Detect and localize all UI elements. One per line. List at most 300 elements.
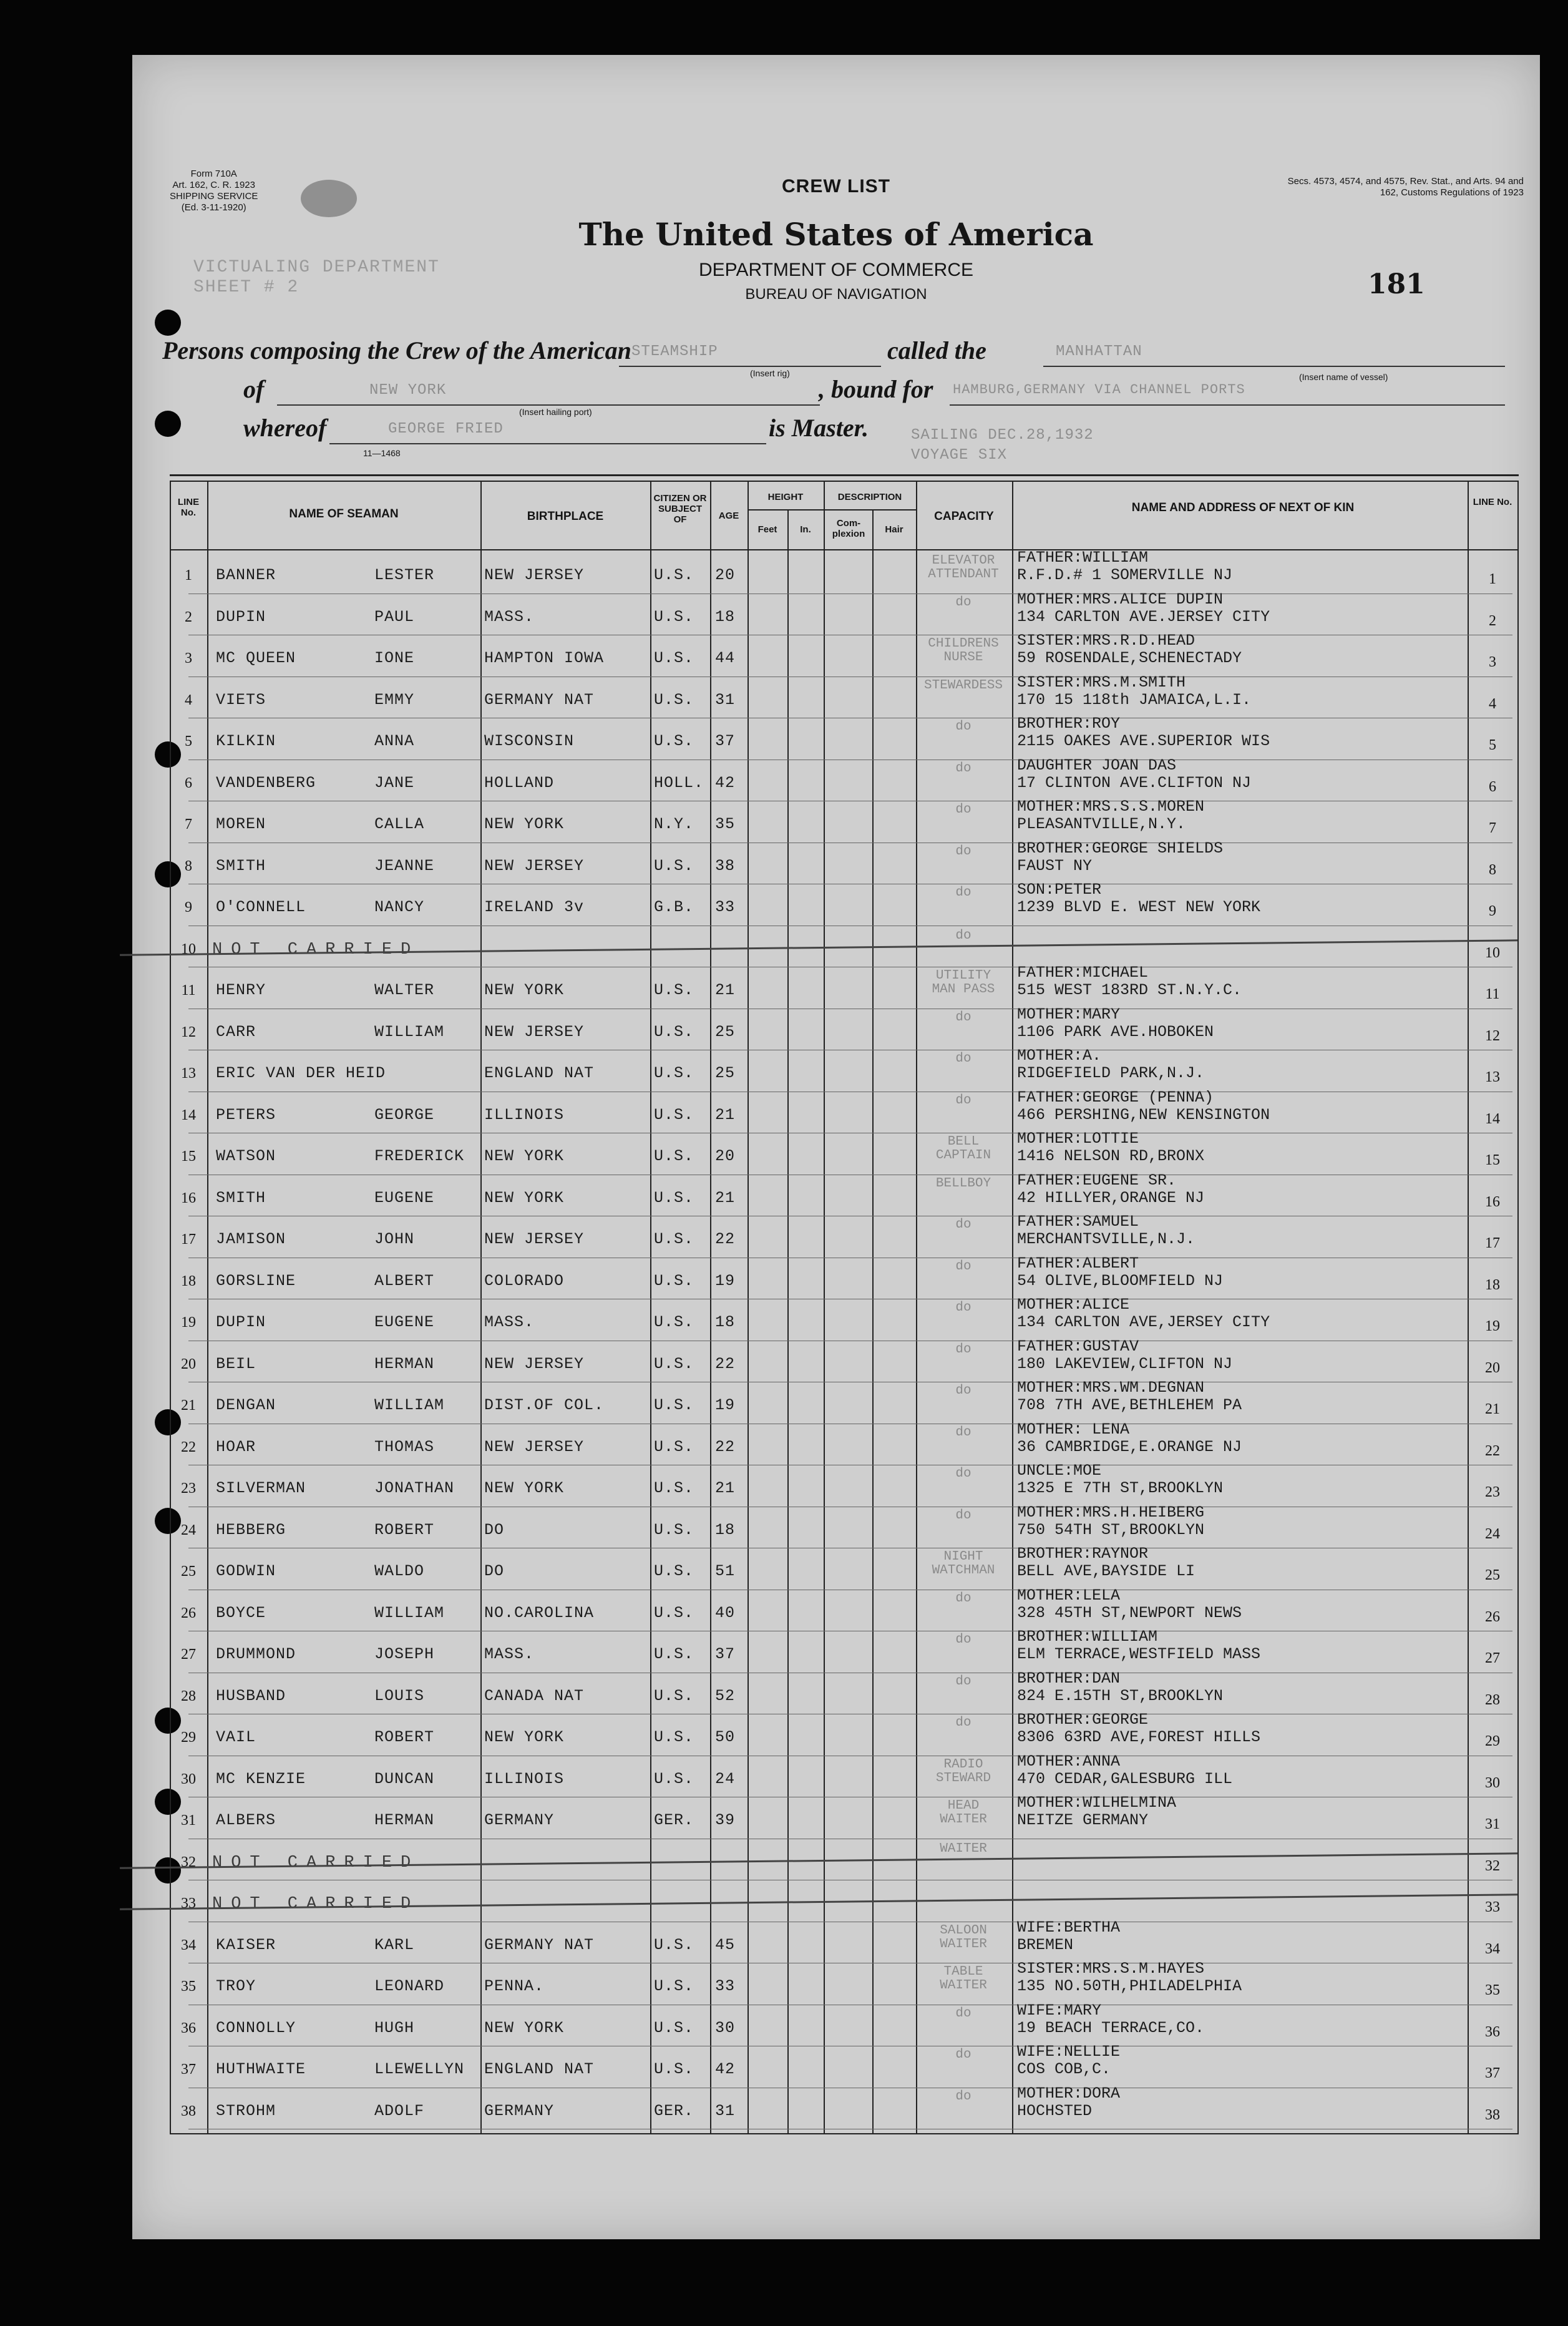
capacity-entry: do: [955, 1010, 971, 1025]
master-value: GEORGE FRIED: [388, 421, 504, 437]
seaman-surname: STROHM: [216, 2101, 276, 2120]
seaman-given-name: JONATHAN: [374, 1479, 455, 1497]
next-of-kin-name: FATHER:EUGENE SR.: [1017, 1171, 1177, 1190]
citizen-entry: U.S.: [654, 1354, 694, 1373]
age-entry: 42: [715, 2060, 736, 2078]
capacity-entry: do: [955, 886, 971, 900]
next-of-kin-address: 180 LAKEVIEW,CLIFTON NJ: [1017, 1354, 1233, 1373]
birthplace-entry: PENNA.: [484, 1977, 545, 1995]
punch-hole: [155, 310, 181, 336]
capacity-entry: RADIO: [943, 1757, 983, 1772]
birthplace-entry: NEW YORK: [484, 981, 565, 999]
age-entry: 31: [715, 2101, 736, 2120]
citizen-entry: U.S.: [654, 1562, 694, 1580]
col-line: [1517, 481, 1519, 2133]
capacity-entry: NIGHT: [943, 1550, 983, 1564]
next-of-kin-address: 515 WEST 183RD ST.N.Y.C.: [1017, 981, 1242, 999]
header-description: DESCRIPTION: [837, 492, 902, 502]
line-number-left: 24: [181, 1522, 196, 1538]
capacity-entry: do: [955, 1716, 971, 1730]
line-number-right: 38: [1485, 2106, 1500, 2123]
line-number-left: 4: [185, 691, 192, 708]
next-of-kin-address: BELL AVE,BAYSIDE LI: [1017, 1562, 1195, 1580]
capacity-entry: do: [955, 595, 971, 610]
seaman-given-name: WALTER: [374, 981, 435, 999]
citizen-entry: U.S.: [654, 981, 694, 999]
citizen-entry: U.S.: [654, 1686, 694, 1705]
capacity-entry: WAITER: [940, 1841, 987, 1856]
seaman-given-name: EUGENE: [374, 1313, 435, 1331]
age-entry: 18: [715, 1313, 736, 1331]
stamp-line-2: SHEET # 2: [193, 278, 299, 297]
destination-underline: [950, 404, 1505, 406]
line-number-right: 5: [1489, 737, 1496, 753]
age-entry: 25: [715, 1022, 736, 1041]
next-of-kin-address: COS COB,C.: [1017, 2060, 1111, 2078]
next-of-kin-address: 1106 PARK AVE.HOBOKEN: [1017, 1022, 1214, 1041]
line-number-left: 28: [181, 1688, 196, 1704]
age-entry: 22: [715, 1230, 736, 1248]
age-entry: 22: [715, 1354, 736, 1373]
rig-hint: (Insert rig): [750, 368, 790, 378]
citizen-entry: U.S.: [654, 732, 694, 750]
rig-value: STEAMSHIP: [631, 343, 718, 360]
capacity-entry: do: [955, 1425, 971, 1440]
next-of-kin-name: BROTHER:RAYNOR: [1017, 1545, 1149, 1563]
next-of-kin-name: BROTHER:DAN: [1017, 1669, 1121, 1688]
header-age: AGE: [718, 511, 739, 521]
birthplace-entry: NEW JERSEY: [484, 1437, 585, 1456]
capacity-entry: do: [955, 1093, 971, 1108]
seaman-given-name: NANCY: [374, 898, 425, 916]
age-entry: 35: [715, 815, 736, 833]
not-carried-entry: NOT CARRIED: [212, 940, 420, 959]
line-number-left: 17: [181, 1231, 196, 1248]
capacity-entry: do: [955, 2048, 971, 2062]
line-number-right: 24: [1485, 1525, 1500, 1542]
line-number-right: 10: [1485, 944, 1500, 961]
next-of-kin-name: MOTHER:LOTTIE: [1017, 1130, 1139, 1148]
capacity-entry: CHILDRENS: [928, 637, 999, 651]
line-number-right: 30: [1485, 1774, 1500, 1791]
line-number-right: 35: [1485, 1982, 1500, 1998]
capacity-entry: do: [955, 1052, 971, 1066]
age-entry: 21: [715, 1479, 736, 1497]
age-entry: 21: [715, 1105, 736, 1124]
capacity-entry: do: [955, 1384, 971, 1398]
age-entry: 20: [715, 566, 736, 584]
birthplace-entry: NEW YORK: [484, 1479, 565, 1497]
seaman-given-name: ALBERT: [374, 1271, 435, 1290]
seaman-given-name: ANNA: [374, 732, 415, 750]
line-number-left: 16: [181, 1190, 196, 1206]
seaman-surname: HUTHWAITE: [216, 2060, 306, 2078]
line-number-right: 11: [1485, 986, 1500, 1002]
next-of-kin-name: SISTER:MRS.S.M.HAYES: [1017, 1960, 1205, 1978]
line-number-right: 12: [1485, 1027, 1500, 1044]
form-title: CREW LIST: [782, 176, 890, 197]
citizen-entry: U.S.: [654, 1769, 694, 1788]
col-line: [872, 509, 874, 2133]
col-line: [1468, 481, 1469, 2133]
header-capacity: CAPACITY: [934, 510, 994, 523]
age-entry: 33: [715, 1977, 736, 1995]
line-number-left: 25: [181, 1563, 196, 1580]
age-entry: 37: [715, 1645, 736, 1663]
table-top-rule-2: [170, 481, 1519, 482]
next-of-kin-name: FATHER:GEORGE (PENNA): [1017, 1088, 1214, 1107]
seaman-given-name: FREDERICK: [374, 1147, 465, 1165]
header-complexion: Com-plexion: [832, 518, 865, 539]
capacity-entry: do: [955, 1591, 971, 1606]
next-of-kin-address: HOCHSTED: [1017, 2101, 1093, 2120]
seaman-surname: WATSON: [216, 1147, 276, 1165]
seaman-surname: GODWIN: [216, 1562, 276, 1580]
col-line: [480, 481, 482, 2133]
description-sub-rule: [824, 509, 916, 511]
next-of-kin-address: 1239 BLVD E. WEST NEW YORK: [1017, 898, 1261, 916]
line-number-right: 37: [1485, 2065, 1500, 2081]
citizen-entry: U.S.: [654, 1728, 694, 1746]
line-number-right: 31: [1485, 1816, 1500, 1832]
line-number-right: 27: [1485, 1650, 1500, 1666]
line-number-right: 29: [1485, 1733, 1500, 1749]
destination-value: HAMBURG,GERMANY VIA CHANNEL PORTS: [953, 382, 1245, 398]
age-entry: 50: [715, 1728, 736, 1746]
line-number-left: 14: [181, 1107, 196, 1123]
line-number-left: 35: [181, 1978, 196, 1995]
persons-label: Persons composing the Crew of the American: [162, 336, 631, 364]
citizen-entry: U.S.: [654, 566, 694, 584]
birthplace-entry: NEW JERSEY: [484, 566, 585, 584]
seaman-surname: ALBERS: [216, 1811, 276, 1829]
birthplace-entry: NEW JERSEY: [484, 1230, 585, 1248]
next-of-kin-name: WIFE:BERTHA: [1017, 1918, 1121, 1937]
line-number-left: 3: [185, 650, 192, 667]
seaman-surname: BOYCE: [216, 1603, 266, 1622]
citizen-entry: G.B.: [654, 898, 694, 916]
line-number-right: 16: [1485, 1193, 1500, 1210]
citizen-entry: HOLL.: [654, 773, 704, 792]
seaman-surname: HOAR: [216, 1437, 256, 1456]
line-number-right: 25: [1485, 1567, 1500, 1583]
line-number-left: 31: [181, 1812, 196, 1829]
capacity-entry: do: [955, 1674, 971, 1689]
seaman-given-name: DUNCAN: [374, 1769, 435, 1788]
capacity-entry: do: [955, 2006, 971, 2021]
line-number-left: 33: [181, 1895, 196, 1912]
form-number: Form 710A: [190, 169, 237, 179]
citizen-entry: U.S.: [654, 1188, 694, 1207]
seaman-surname: CONNOLLY: [216, 2018, 296, 2037]
next-of-kin-address: MERCHANTSVILLE,N.J.: [1017, 1230, 1195, 1248]
stamp-line-1: VICTUALING DEPARTMENT: [193, 258, 440, 277]
age-entry: 51: [715, 1562, 736, 1580]
age-entry: 24: [715, 1769, 736, 1788]
seaman-surname: SMITH: [216, 1188, 266, 1207]
next-of-kin-address: 328 45TH ST,NEWPORT NEWS: [1017, 1603, 1242, 1622]
citizen-entry: U.S.: [654, 1271, 694, 1290]
header-bottom-rule: [170, 549, 1519, 550]
citizen-entry: U.S.: [654, 649, 694, 667]
birthplace-entry: MASS.: [484, 1313, 535, 1331]
next-of-kin-address: 466 PERSHING,NEW KENSINGTON: [1017, 1105, 1270, 1124]
line-number-right: 17: [1485, 1235, 1500, 1251]
seaman-surname: HEBBERG: [216, 1520, 286, 1539]
line-number-left: 20: [181, 1356, 196, 1372]
next-of-kin-name: UNCLE:MOE: [1017, 1462, 1102, 1480]
header-line-no-right: LINE No.: [1473, 497, 1512, 507]
next-of-kin-address: 750 54TH ST,BROOKLYN: [1017, 1520, 1205, 1539]
age-entry: 40: [715, 1603, 736, 1622]
line-number-left: 21: [181, 1397, 196, 1414]
hailing-port-value: NEW YORK: [369, 382, 447, 399]
seaman-surname: BEIL: [216, 1354, 256, 1373]
seaman-given-name: JANE: [374, 773, 415, 792]
citizen-entry: U.S.: [654, 690, 694, 709]
seaman-given-name: HERMAN: [374, 1354, 435, 1373]
age-entry: 21: [715, 981, 736, 999]
seaman-given-name: EMMY: [374, 690, 415, 709]
seaman-surname: GORSLINE: [216, 1271, 296, 1290]
citizen-entry: U.S.: [654, 607, 694, 626]
citizen-entry: U.S.: [654, 1520, 694, 1539]
citizen-entry: U.S.: [654, 1645, 694, 1663]
line-number-right: 14: [1485, 1110, 1500, 1127]
crew-list-sheet: [132, 55, 1540, 2239]
age-entry: 25: [715, 1064, 736, 1082]
seaman-given-name: EUGENE: [374, 1188, 435, 1207]
next-of-kin-name: MOTHER:LELA: [1017, 1586, 1121, 1605]
vessel-value: MANHATTAN: [1056, 343, 1142, 360]
age-entry: 18: [715, 1520, 736, 1539]
line-number-left: 2: [185, 608, 192, 625]
next-of-kin-address: 42 HILLYER,ORANGE NJ: [1017, 1188, 1205, 1207]
age-entry: 30: [715, 2018, 736, 2037]
line-number-left: 6: [185, 775, 192, 791]
next-of-kin-address: ELM TERRACE,WESTFIELD MASS: [1017, 1645, 1261, 1663]
vessel-hint: (Insert name of vessel): [1299, 372, 1388, 382]
seaman-given-name: WILLIAM: [374, 1396, 445, 1414]
next-of-kin-name: SISTER:MRS.R.D.HEAD: [1017, 632, 1195, 650]
next-of-kin-address: 135 NO.50TH,PHILADELPHIA: [1017, 1977, 1242, 1995]
next-of-kin-address: 170 15 118th JAMAICA,L.I.: [1017, 690, 1252, 709]
birthplace-entry: ENGLAND NAT: [484, 1064, 595, 1082]
seaman-surname: MC KENZIE: [216, 1769, 306, 1788]
line-number-right: 6: [1489, 778, 1496, 795]
seaman-given-name: IONE: [374, 649, 415, 667]
seaman-given-name: LEONARD: [374, 1977, 445, 1995]
bureau-heading: BUREAU OF NAVIGATION: [745, 286, 927, 303]
next-of-kin-address: 1416 NELSON RD,BRONX: [1017, 1147, 1205, 1165]
next-of-kin-name: BROTHER:GEORGE SHIELDS: [1017, 839, 1224, 858]
capacity-entry: do: [955, 928, 971, 943]
capacity-entry-line-2: WAITER: [940, 1812, 987, 1827]
seaman-given-name: ADOLF: [374, 2101, 425, 2120]
birthplace-entry: NEW YORK: [484, 815, 565, 833]
seaman-surname: ERIC VAN DER HEID: [216, 1064, 386, 1082]
line-number-left: 30: [181, 1771, 196, 1787]
age-entry: 18: [715, 607, 736, 626]
birthplace-entry: NEW YORK: [484, 1188, 565, 1207]
capacity-entry: TABLE: [943, 1965, 983, 1979]
birthplace-entry: GERMANY: [484, 2101, 555, 2120]
line-number-left: 34: [181, 1937, 196, 1953]
citizen-entry: U.S.: [654, 1147, 694, 1165]
form-reference: Art. 162, C. R. 1923: [172, 180, 255, 190]
citizen-entry: U.S.: [654, 1935, 694, 1954]
line-number-right: 3: [1489, 654, 1496, 670]
next-of-kin-address: RIDGEFIELD PARK,N.J.: [1017, 1064, 1205, 1082]
capacity-entry-line-2: MAN PASS: [932, 982, 995, 997]
line-number-right: 13: [1485, 1069, 1500, 1085]
next-of-kin-name: MOTHER: LENA: [1017, 1420, 1130, 1439]
capacity-entry: STEWARDESS: [923, 678, 1003, 693]
seaman-given-name: LLEWELLYN: [374, 2060, 465, 2078]
citizen-entry: U.S.: [654, 1230, 694, 1248]
next-of-kin-address: 134 CARLTON AVE,JERSEY CITY: [1017, 1313, 1270, 1331]
age-entry: 20: [715, 1147, 736, 1165]
line-number-left: 27: [181, 1646, 196, 1663]
next-of-kin-name: MOTHER:ALICE: [1017, 1296, 1130, 1314]
next-of-kin-name: SON:PETER: [1017, 881, 1102, 899]
col-line: [650, 481, 651, 2133]
header-inches: In.: [800, 524, 811, 535]
next-of-kin-name: FATHER:ALBERT: [1017, 1254, 1139, 1273]
rig-underline: [619, 366, 881, 367]
header-citizen: CITIZEN OR SUBJECT OF: [653, 493, 707, 525]
birthplace-entry: NEW JERSEY: [484, 1354, 585, 1373]
seaman-given-name: WILLIAM: [374, 1603, 445, 1622]
line-number-right: 9: [1489, 903, 1496, 919]
age-entry: 52: [715, 1686, 736, 1705]
line-number-right: 2: [1489, 612, 1496, 629]
col-line: [747, 481, 749, 2133]
capacity-entry: BELL: [947, 1135, 980, 1149]
birthplace-entry: DO: [484, 1520, 505, 1539]
line-number-left: 11: [181, 982, 196, 999]
col-line: [710, 481, 711, 2133]
next-of-kin-address: 708 7TH AVE,BETHLEHEM PA: [1017, 1396, 1242, 1414]
age-entry: 42: [715, 773, 736, 792]
capacity-entry-line-2: ATTENDANT: [928, 567, 999, 582]
form-service: SHIPPING SERVICE: [170, 191, 258, 202]
citizen-entry: U.S.: [654, 1105, 694, 1124]
next-of-kin-name: MOTHER:ANNA: [1017, 1752, 1121, 1771]
birthplace-entry: ILLINOIS: [484, 1105, 565, 1124]
next-of-kin-name: MOTHER:MRS.WM.DEGNAN: [1017, 1379, 1205, 1397]
line-number-left: 36: [181, 2020, 196, 2036]
next-of-kin-name: MOTHER:MRS.S.S.MOREN: [1017, 798, 1205, 816]
next-of-kin-name: BROTHER:WILLIAM: [1017, 1628, 1158, 1646]
next-of-kin-name: BROTHER:GEORGE: [1017, 1711, 1149, 1729]
citizen-entry: GER.: [654, 2101, 694, 2120]
seaman-given-name: ROBERT: [374, 1728, 435, 1746]
seaman-given-name: CALLA: [374, 815, 425, 833]
citizen-entry: U.S.: [654, 1977, 694, 1995]
line-number-left: 38: [181, 2103, 196, 2119]
citizen-entry: N.Y.: [654, 815, 694, 833]
next-of-kin-address: 36 CAMBRIDGE,E.ORANGE NJ: [1017, 1437, 1242, 1456]
birthplace-entry: NEW YORK: [484, 1728, 565, 1746]
next-of-kin-name: WIFE:NELLIE: [1017, 2043, 1121, 2061]
line-number-left: 15: [181, 1148, 196, 1165]
birthplace-entry: WISCONSIN: [484, 732, 575, 750]
age-entry: 39: [715, 1811, 736, 1829]
line-number-left: 23: [181, 1480, 196, 1497]
seaman-surname: VIETS: [216, 690, 266, 709]
birthplace-entry: DIST.OF COL.: [484, 1396, 605, 1414]
statute-reference: Secs. 4573, 4574, and 4575, Rev. Stat., and Arts. 94 and 162, Customs Regulations of 1923: [1287, 176, 1524, 198]
country-heading: The United States of America: [578, 216, 1094, 253]
seaman-surname: JAMISON: [216, 1230, 286, 1248]
capacity-entry: do: [955, 2089, 971, 2104]
next-of-kin-name: MOTHER:A.: [1017, 1047, 1102, 1065]
next-of-kin-address: 1325 E 7TH ST,BROOKLYN: [1017, 1479, 1224, 1497]
next-of-kin-address: NEITZE GERMANY: [1017, 1811, 1149, 1829]
next-of-kin-address: 8306 63RD AVE,FOREST HILLS: [1017, 1728, 1261, 1746]
table-top-rule: [170, 474, 1519, 476]
voyage-value: VOYAGE SIX: [911, 447, 1008, 464]
capacity-entry: SALOON: [940, 1923, 987, 1938]
seaman-surname: PETERS: [216, 1105, 276, 1124]
next-of-kin-name: MOTHER:MRS.H.HEIBERG: [1017, 1503, 1205, 1522]
line-number-left: 22: [181, 1439, 196, 1455]
age-entry: 38: [715, 856, 736, 875]
header-birthplace: BIRTHPLACE: [527, 510, 604, 523]
line-number-right: 23: [1485, 1484, 1500, 1500]
capacity-entry: do: [955, 803, 971, 817]
next-of-kin-address: 54 OLIVE,BLOOMFIELD NJ: [1017, 1271, 1224, 1290]
citizen-entry: U.S.: [654, 1396, 694, 1414]
capacity-entry-line-2: WAITER: [940, 1978, 987, 1993]
capacity-entry: do: [955, 1633, 971, 1647]
line-number-left: 5: [185, 733, 192, 750]
next-of-kin-name: MOTHER:MRS.ALICE DUPIN: [1017, 590, 1224, 608]
of-label: of: [243, 375, 265, 403]
line-number-right: 18: [1485, 1276, 1500, 1293]
birthplace-entry: GERMANY NAT: [484, 1935, 595, 1954]
seaman-given-name: JOHN: [374, 1230, 415, 1248]
citizen-entry: U.S.: [654, 856, 694, 875]
line-number-right: 20: [1485, 1359, 1500, 1376]
header-name: NAME OF SEAMAN: [289, 507, 399, 520]
seaman-given-name: GEORGE: [374, 1105, 435, 1124]
line-number-right: 36: [1485, 2023, 1500, 2040]
age-entry: 21: [715, 1188, 736, 1207]
capacity-entry: BELLBOY: [935, 1176, 991, 1191]
next-of-kin-name: MOTHER:WILHELMINA: [1017, 1794, 1177, 1812]
col-line: [207, 481, 208, 2133]
age-entry: 37: [715, 732, 736, 750]
capacity-entry: do: [955, 1467, 971, 1481]
line-number-right: 7: [1489, 820, 1496, 836]
line-number-left: 7: [185, 816, 192, 833]
line-number-right: 34: [1485, 1940, 1500, 1957]
next-of-kin-address: 59 ROSENDALE,SCHENECTADY: [1017, 649, 1242, 667]
citizen-entry: U.S.: [654, 2060, 694, 2078]
next-of-kin-address: 824 E.15TH ST,BROOKLYN: [1017, 1686, 1224, 1705]
whereof-label: whereof: [243, 414, 327, 442]
bound-label: , bound for: [819, 375, 933, 403]
line-number-left: 19: [181, 1314, 196, 1331]
capacity-entry-line-2: STEWARD: [935, 1771, 991, 1786]
print-code: 11—1468: [363, 448, 401, 458]
citizen-entry: U.S.: [654, 1437, 694, 1456]
capacity-entry: do: [955, 761, 971, 776]
capacity-entry-line-2: WAITER: [940, 1937, 987, 1952]
line-number-left: 32: [181, 1854, 196, 1870]
